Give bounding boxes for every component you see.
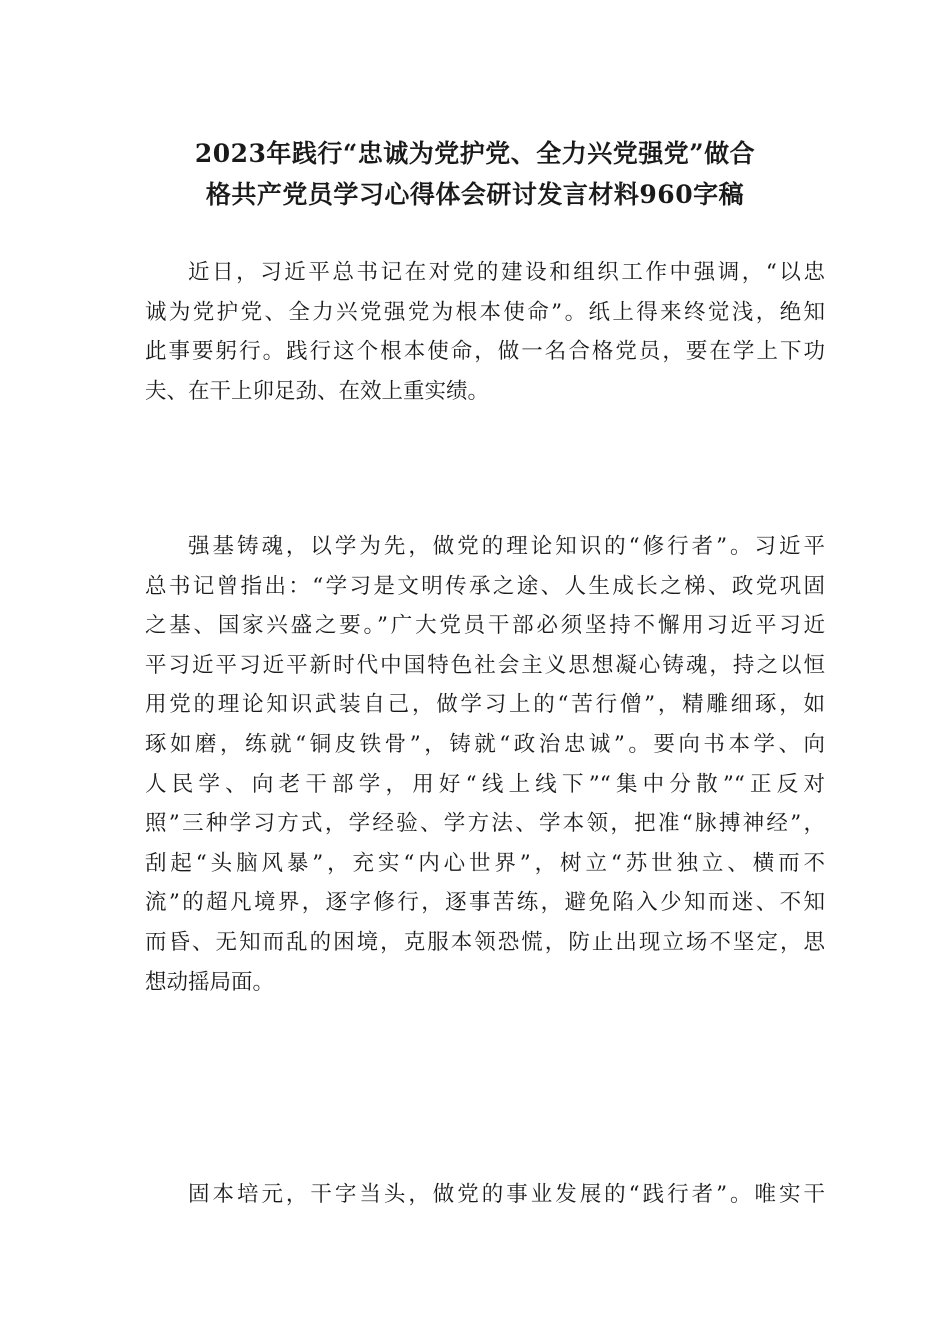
- paragraph-line: 固本培元，干字当头，做党的事业发展的“践行者”。唯实干: [188, 1182, 825, 1207]
- title-line-1: 2023年践行“忠诚为党护党、全力兴党强党”做合: [194, 139, 756, 168]
- paragraph-line: 照”三种学习方式，学经验、学方法、学本领，把准“脉搏神经”，: [145, 811, 825, 837]
- paragraph-1: [145, 253, 825, 411]
- paragraph-line: 想动摇局面。: [145, 969, 275, 995]
- document-title: [120, 133, 830, 215]
- paragraph-line: 而昏、无知而乱的困境，克服本领恐慌，防止出现立场不坚定，思: [145, 929, 825, 955]
- paragraph-line: 此事要躬行。践行这个根本使命，做一名合格党员，要在学上下功: [145, 339, 825, 365]
- paragraph-line: 流”的超凡境界，逐字修行，逐事苦练，避免陷入少知而迷、不知: [145, 890, 825, 916]
- paragraph-2: [145, 527, 825, 1002]
- paragraph-line: 夫、在干上卯足劲、在效上重实绩。: [145, 378, 490, 404]
- paragraph-line: 强基铸魂，以学为先，做党的理论知识的“修行者”。习近平: [188, 534, 825, 559]
- title-line-2: 格共产党员学习心得体会研讨发言材料960字稿: [205, 180, 745, 209]
- paragraph-line: 总书记曾指出：“学习是文明传承之途、人生成长之梯、政党巩固: [145, 573, 825, 599]
- paragraph-line: 用党的理论知识武装自己，做学习上的“苦行僧”，精雕细琢，如: [145, 692, 825, 718]
- paragraph-line: 人民学、向老干部学，用好“线上线下”“集中分散”“正反对: [145, 771, 825, 797]
- paragraph-line: 刮起“头脑风暴”，充实“内心世界”，树立“苏世独立、横而不: [145, 850, 825, 876]
- paragraph-line: 诚为党护党、全力兴党强党为根本使命”。纸上得来终觉浅，绝知: [145, 299, 825, 325]
- paragraph-line: 之基、国家兴盛之要。”广大党员干部必须坚持不懈用习近平习近: [145, 613, 825, 639]
- paragraph-line: 近日，习近平总书记在对党的建设和组织工作中强调，“以忠: [188, 260, 825, 285]
- paragraph-3: [145, 1175, 825, 1215]
- paragraph-line: 琢如磨，练就“铜皮铁骨”，铸就“政治忠诚”。要向书本学、向: [145, 731, 825, 757]
- paragraph-line: 平习近平习近平新时代中国特色社会主义思想凝心铸魂，持之以恒: [145, 652, 825, 678]
